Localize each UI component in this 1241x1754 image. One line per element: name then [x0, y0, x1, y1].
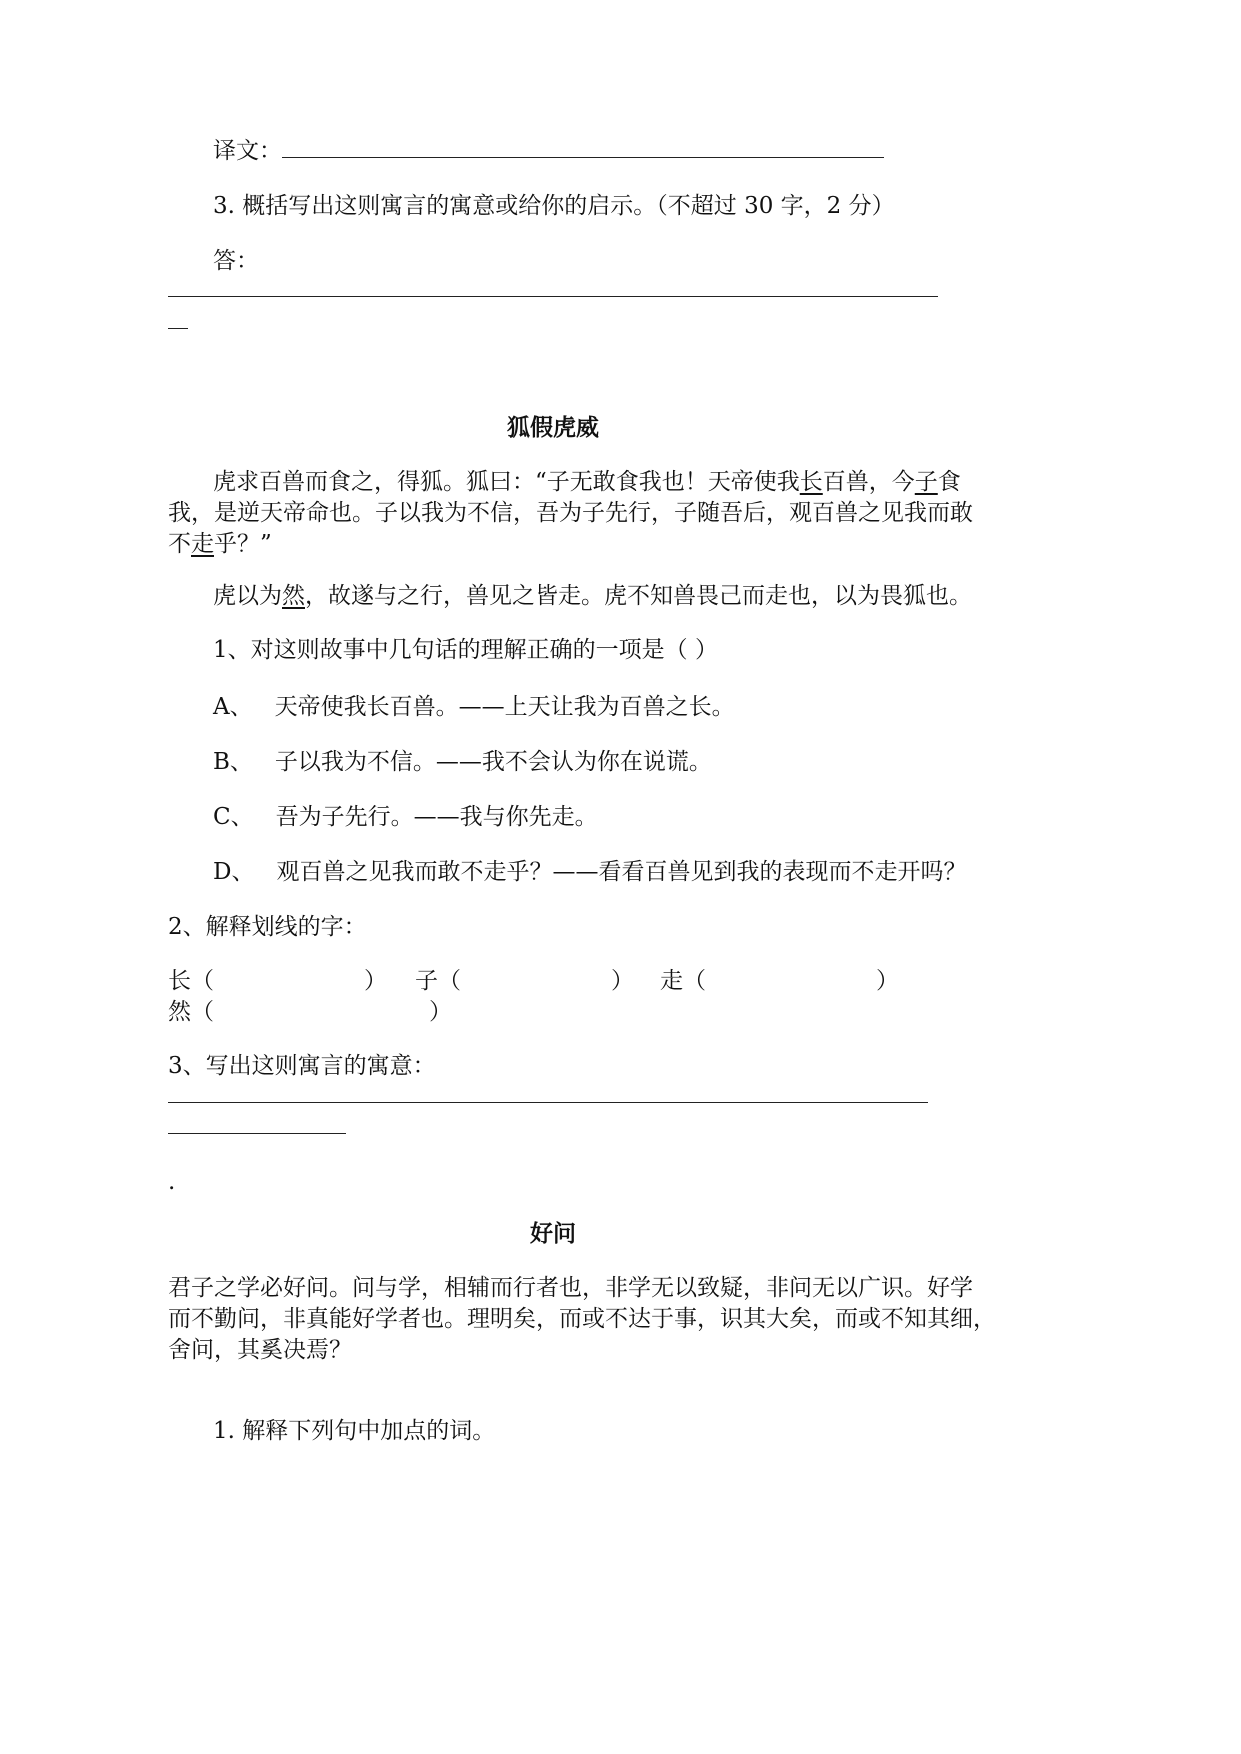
close-paren: ） [611, 968, 634, 994]
text-span: 不 [168, 531, 191, 557]
word-char: 走 [660, 968, 683, 994]
open-paren: （ [438, 968, 461, 994]
open-paren: （ [191, 968, 214, 994]
option-letter: C、 [213, 804, 254, 830]
word-zou [660, 965, 899, 997]
translation-label: 译文： [213, 138, 282, 164]
close-paren: ） [364, 968, 387, 994]
text-span: 百兽，今 [822, 469, 915, 495]
option-b[interactable] [213, 746, 712, 778]
story2-line1: 君子之学必好问。问与学，相辅而行者也，非学无以致疑，非问无以广识。好学 [168, 1275, 973, 1301]
option-text: 天帝使我长百兽。——上天让我为百兽之长。 [274, 694, 735, 720]
option-letter: A、 [213, 694, 253, 720]
story2-line3: 舍问，其奚决焉？ [168, 1337, 352, 1363]
answer-label: 答： [213, 248, 259, 274]
option-c[interactable] [213, 801, 598, 833]
question-1: 1、对这则故事中几句话的理解正确的一项是（ ） [213, 637, 718, 663]
word-char: 子 [415, 968, 438, 994]
option-text: 观百兽之见我而敢不走乎？——看看百兽见到我的表现而不走开吗？ [276, 859, 967, 885]
moral-blank-line-2[interactable] [168, 1133, 346, 1134]
story-title-hao-wen: 好问 [530, 1221, 576, 1247]
translation-line [213, 135, 884, 167]
question-3: 3、写出这则寓言的寓意： [168, 1053, 436, 1079]
text-span: 虎求百兽而食之，得狐。狐曰：“子无敢食我也！天帝使我 [213, 469, 800, 495]
option-a[interactable] [213, 691, 735, 723]
answer-blank-line-1[interactable] [168, 296, 938, 297]
close-paren: ） [429, 999, 452, 1025]
word-ran [168, 996, 452, 1028]
option-text: 吾为子先行。——我与你先走。 [275, 804, 598, 830]
story1-paragraph2 [213, 580, 972, 612]
open-paren: （ [191, 999, 214, 1025]
story-title-hu-jia-hu-wei: 狐假虎威 [507, 415, 599, 441]
question-3-moral: 3. 概括写出这则寓言的寓意或给你的启示。（不超过 30 字，2 分） [213, 193, 895, 219]
underlined-char-zi: 子 [914, 469, 938, 495]
text-span: 食 [937, 469, 961, 495]
underlined-char-zhang: 长 [799, 469, 823, 495]
option-text: 子以我为不信。——我不会认为你在说谎。 [274, 749, 712, 775]
underlined-char-zou: 走 [191, 531, 214, 557]
close-paren: ） [876, 968, 899, 994]
story2-line2: 而不勤问，非真能好学者也。理明矣，而或不达于事，识其大矣，而或不知其细， [168, 1306, 996, 1332]
underlined-char-ran: 然 [282, 583, 305, 609]
option-d[interactable] [213, 856, 966, 888]
option-letter: B、 [213, 749, 253, 775]
translation-blank[interactable] [282, 137, 884, 158]
story1-paragraph1-line3 [168, 528, 272, 560]
word-char: 长 [168, 968, 191, 994]
word-char: 然 [168, 999, 191, 1025]
text-span: 虎以为 [213, 583, 282, 609]
open-paren: （ [683, 968, 706, 994]
text-span: 乎？” [214, 531, 272, 557]
word-zi [415, 965, 634, 997]
story1-paragraph1-line2: 我，是逆天帝命也。子以我为不信，吾为子先行，子随吾后，观百兽之见我而敢 [168, 500, 973, 526]
option-letter: D、 [213, 859, 255, 885]
story2-question-1: 1. 解释下列句中加点的词。 [213, 1418, 496, 1444]
stray-dot: . [168, 1169, 176, 1195]
text-span: ，故遂与之行，兽见之皆走。虎不知兽畏己而走也，以为畏狐也。 [305, 583, 972, 609]
answer-blank-line-2[interactable] [168, 328, 188, 329]
word-zhang [168, 965, 387, 997]
story1-paragraph1-line1 [213, 466, 961, 498]
moral-blank-line-1[interactable] [168, 1102, 928, 1103]
question-2: 2、解释划线的字： [168, 914, 367, 940]
